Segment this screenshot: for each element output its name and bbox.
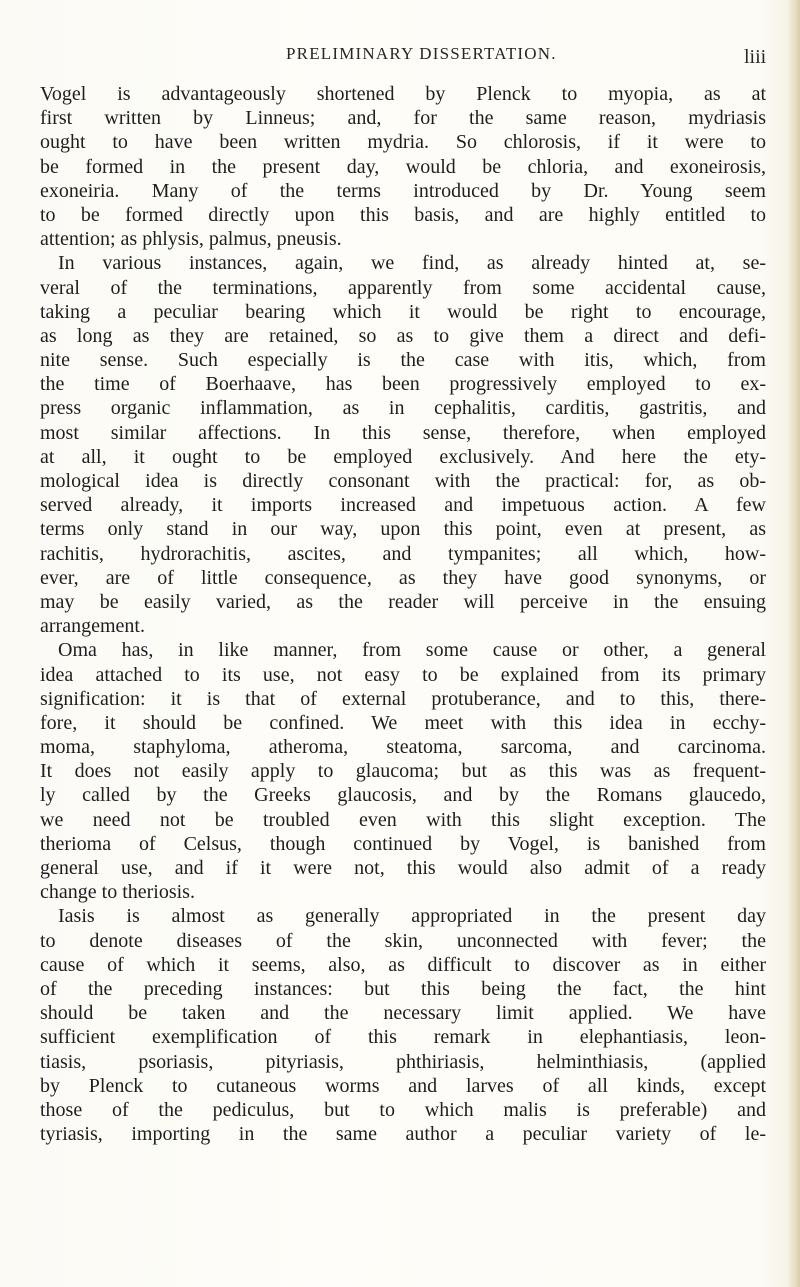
text-line: terms only stand in our way, upon this point, even at present, as [40,518,766,541]
page-number: liii [744,46,767,68]
text-line: by Plenck to cutaneous worms and larves of all kinds, except [40,1074,766,1097]
text-line: moma, staphyloma, atheroma, steatoma, sarcoma, and carcinoma. [40,736,766,759]
text-line: cause of which it seems, also, as difficult to discover as in either [40,953,766,976]
text-line: nite sense. Such especially is the case with itis, which, from [40,349,766,372]
body-text [40,82,766,1146]
text-line: first written by Linneus; and, for the same reason, mydriasis [40,107,766,130]
text-line: ly called by the Greeks glaucosis, and by the Romans glaucedo, [40,784,766,807]
page-header [0,44,800,74]
text-line: may be easily varied, as the reader will perceive in the ensuing [40,590,766,613]
text-line: press organic inflammation, as in cephalitis, carditis, gastritis, and [40,397,766,420]
text-line: as long as they are retained, so as to give them a direct and defi- [40,324,766,347]
running-head: PRELIMINARY DISSERTATION. [286,44,557,63]
text-line: taking a peculiar bearing which it would be right to encourage, [40,300,766,323]
text-line: fore, it should be confined. We meet with this idea in ecchy- [40,711,766,734]
text-line: mological idea is directly consonant with the practical: for, as ob- [40,470,766,492]
text-line: arrangement. [40,615,145,638]
text-line: Iasis is almost as generally appropriated in the present day [58,905,766,928]
text-line: at all, it ought to be employed exclusively. And here the ety- [40,445,766,468]
text-line: therioma of Celsus, though continued by Vogel, is banished from [40,832,766,855]
text-line: veral of the terminations, apparently from some accidental cause, [40,276,766,299]
text-line: idea attached to its use, not easy to be explained from its primary [40,663,766,686]
text-line: In various instances, again, we find, as already hinted at, se- [58,252,766,275]
text-line: the time of Boerhaave, has been progressively employed to ex- [40,373,766,396]
text-line: of the preceding instances: but this being the fact, the hint [40,977,766,1000]
text-line: exoneiria. Many of the terms introduced by Dr. Young seem [40,179,766,202]
text-line: ever, are of little consequence, as they have good synonyms, or [40,566,766,589]
text-line: attention; as phlysis, palmus, pneusis. [40,228,342,251]
page-edge-shadow [788,0,800,1287]
text-line: rachitis, hydrorachitis, ascites, and tympanites; all which, how- [40,542,766,565]
text-line: to denote diseases of the skin, unconnected with fever; the [40,929,766,952]
text-line: we need not be troubled even with this slight exception. The [40,808,766,831]
text-line: Oma has, in like manner, from some cause or other, a general [58,639,766,662]
text-line: general use, and if it were not, this would also admit of a ready [40,857,766,879]
text-line: Vogel is advantageously shortened by Plenck to myopia, as at [40,83,766,105]
text-line: most similar affections. In this sense, therefore, when employed [40,421,766,444]
text-line: It does not easily apply to glaucoma; but as this was as frequent- [40,760,766,783]
text-line: to be formed directly upon this basis, and are highly entitled to [40,203,766,226]
text-line: tiasis, psoriasis, pityriasis, phthiriasis, helminthiasis, (applied [40,1050,766,1073]
text-line: change to theriosis. [40,881,195,904]
text-line: sufficient exemplification of this remark in elephantiasis, leon- [40,1026,766,1049]
text-line: those of the pediculus, but to which malis is preferable) and [40,1098,766,1121]
text-line: be formed in the present day, would be chloria, and exoneirosis, [40,155,766,178]
text-line: tyriasis, importing in the same author a peculiar variety of le- [40,1123,766,1146]
text-line: signification: it is that of external protuberance, and to this, there- [40,687,766,710]
text-line: ought to have been written mydria. So chlorosis, if it were to [40,131,766,154]
text-line: should be taken and the necessary limit applied. We have [40,1002,766,1025]
text-line: served already, it imports increased and impetuous action. A few [40,494,766,517]
